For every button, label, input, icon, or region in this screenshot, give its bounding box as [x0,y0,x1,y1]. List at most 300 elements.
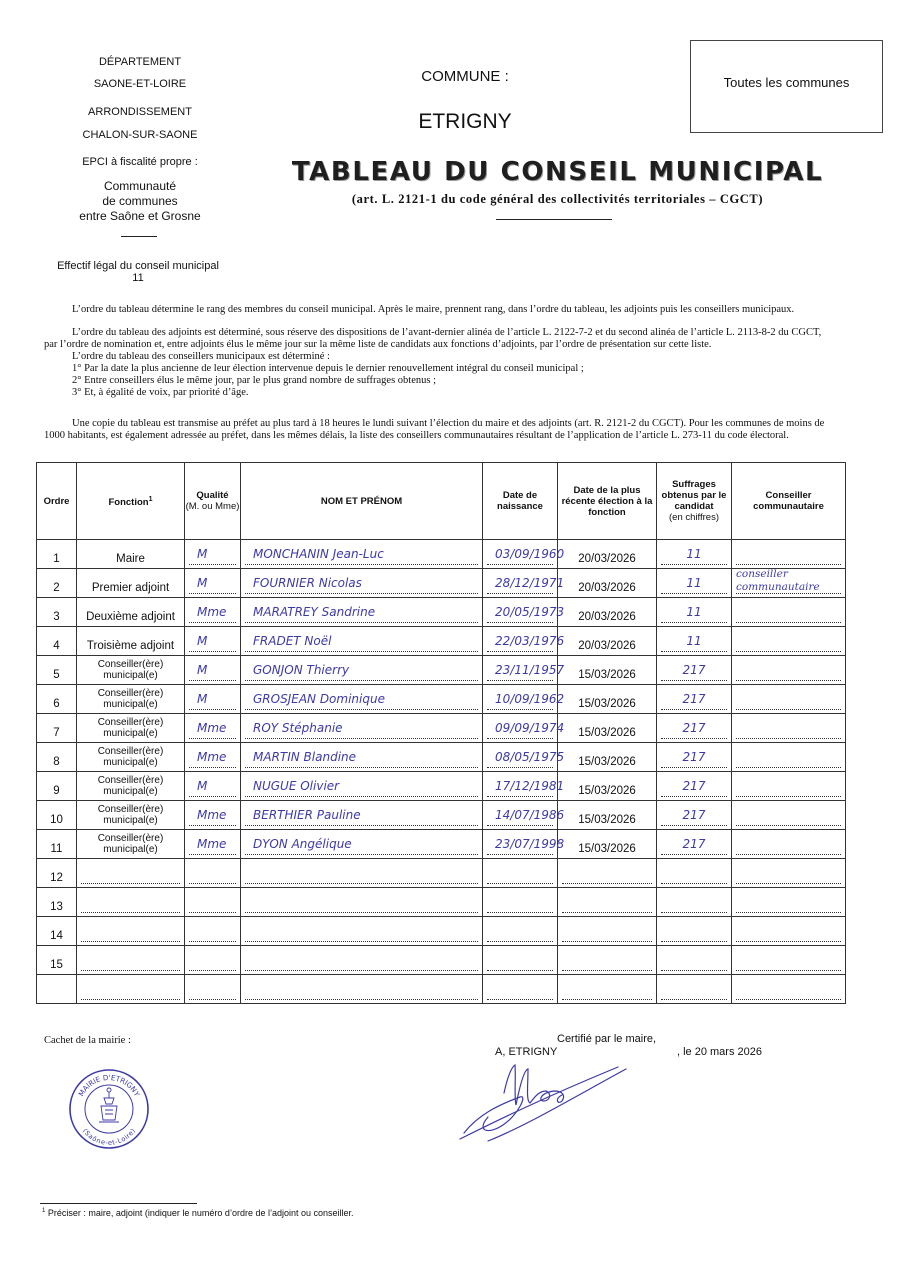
communautaire-cell [732,859,846,888]
table-row [37,743,846,772]
suffrages-cell-dotted-line [661,544,727,565]
footnote-text: Préciser : maire, adjoint (indiquer le numéro d’ordre de l’adjoint ou conseiller. [47,1208,354,1218]
table-row [37,917,846,946]
naissance-cell [483,627,565,656]
election-cell: 20/03/2026 [558,627,657,656]
qualite-cell-dotted-line [189,544,236,565]
suffrages-cell [657,598,732,627]
election-cell: 15/03/2026 [558,685,657,714]
suffrages-cell-dotted-line [661,573,727,594]
commune-label: COMMUNE : [421,68,509,85]
qualite-cell-value: Mme [197,721,227,735]
qualite-cell-value: M [197,576,208,590]
fonction-cell [77,888,185,917]
ordre-cell: 7 [37,714,77,743]
qualite-cell-value: M [197,779,208,793]
suffrages-cell-dotted-line [661,921,727,942]
ordre-cell [37,975,77,1004]
nom-cell [241,743,483,772]
suffrages-cell-dotted-line [661,747,727,768]
ordre-cell: 1 [37,540,77,569]
communautaire-cell [732,830,846,859]
communautaire-cell [732,917,846,946]
epci-line1: Communauté [103,179,177,193]
nom-cell [241,975,483,1004]
nom-cell-dotted-line [245,573,478,594]
table-row [37,801,846,830]
qualite-cell-value: M [197,634,208,648]
naissance-cell-dotted-line [487,544,565,565]
qualite-cell [185,975,241,1004]
fonction-cell: Conseiller(ère) municipal(e) [77,685,185,714]
nom-cell-value: BERTHIER Pauline [253,808,361,822]
nom-cell [241,801,483,830]
nom-cell-dotted-line [245,544,478,565]
nom-cell [241,685,483,714]
ordre-cell: 2 [37,569,77,598]
table-row [37,975,846,1004]
table-row [37,598,846,627]
conseil-table [36,462,846,1004]
suffrages-cell-dotted-line [661,660,727,681]
qualite-cell-dotted-line [189,660,236,681]
footnote-sup: 1 [42,1208,46,1214]
naissance-cell [483,975,558,1004]
table-row [37,569,846,598]
communautaire-cell-dotted-line [736,776,841,797]
qualite-cell-dotted-line [189,573,236,594]
lieu: A, ETRIGNY [495,1046,558,1058]
nom-cell-dotted-line [245,660,478,681]
qualite-cell-value: Mme [197,837,227,851]
nom-cell [241,830,483,859]
table-row [37,859,846,888]
naissance-cell-value: 10/09/1962 [495,692,565,706]
paragraph-7a: Une copie du tableau est transmise au préfet au plus tard à 18 heures le lundi suivant l’élection du maire et des adjoints (art. R. 2121-2 du CGCT). Pour les communes de moins de [72,418,825,429]
suffrages-cell [657,627,732,656]
ordre-cell: 6 [37,685,77,714]
qualite-cell-dotted-line [189,834,236,855]
footnote [42,1208,354,1218]
election-cell: 15/03/2026 [558,714,657,743]
nom-cell [241,569,483,598]
communautaire-cell [732,685,846,714]
communautaire-cell [732,540,846,569]
election-cell: 20/03/2026 [558,598,657,627]
suffrages-cell [657,685,732,714]
qualite-cell-value: Mme [197,808,227,822]
nom-cell-value: MARTIN Blandine [253,750,357,764]
suffrages-cell-value: 217 [682,663,706,677]
table-header-row [37,463,846,540]
election-cell: 20/03/2026 [558,569,657,598]
election-cell: 15/03/2026 [558,801,657,830]
nom-cell [241,917,483,946]
qualite-cell [185,598,241,627]
fonction-cell: Premier adjoint [77,569,185,598]
naissance-cell [483,888,558,917]
communautaire-note-line2: communautaire [736,581,820,593]
communautaire-cell-dotted-line [736,921,841,942]
communautaire-cell-dotted-line [736,892,841,913]
suffrages-cell-value: 217 [682,779,706,793]
ordre-cell: 4 [37,627,77,656]
qualite-cell [185,801,241,830]
fonction-cell: Conseiller(ère) municipal(e) [77,743,185,772]
departement-label: DÉPARTEMENT [98,56,182,68]
page-subtitle: (art. L. 2121-1 du code général des collectivités territoriales – CGCT) [351,192,764,206]
signature-date: , le 20 mars 2026 [677,1046,762,1058]
election-cell [558,975,657,1004]
naissance-cell-dotted-line [487,602,565,623]
table-row [37,627,846,656]
fonction-cell-dotted-line [81,863,180,884]
election-cell: 15/03/2026 [558,743,657,772]
header-naissance: Date de naissance [483,463,558,540]
nom-cell-value: GONJON Thierry [253,663,350,677]
election-cell: 15/03/2026 [558,830,657,859]
suffrages-cell-dotted-line [661,950,727,971]
suffrages-cell [657,830,732,859]
communautaire-cell-dotted-line [736,834,841,855]
suffrages-cell [657,772,732,801]
fonction-cell-dotted-line [81,921,180,942]
nom-cell [241,627,483,656]
naissance-cell [483,743,565,772]
election-cell [558,946,657,975]
election-cell-dotted-line [562,892,652,913]
qualite-cell-value: Mme [197,605,227,619]
suffrages-cell [657,656,732,685]
election-cell-dotted-line [562,950,652,971]
fonction-cell: Troisième adjoint [77,627,185,656]
suffrages-cell-dotted-line [661,602,727,623]
suffrages-cell [657,540,732,569]
naissance-cell-dotted-line [487,805,565,826]
qualite-cell-dotted-line [189,950,236,971]
suffrages-cell-dotted-line [661,805,727,826]
nom-cell-dotted-line [245,718,478,739]
fonction-cell: Conseiller(ère) municipal(e) [77,714,185,743]
nom-cell-value: FRADET Noël [253,634,332,648]
ordre-cell: 10 [37,801,77,830]
communautaire-cell [732,772,846,801]
fonction-cell: Conseiller(ère) municipal(e) [77,656,185,685]
naissance-cell [483,772,565,801]
suffrages-cell [657,743,732,772]
departement-value: SAONE-ET-LOIRE [93,78,187,90]
mairie-seal [68,1068,150,1150]
table-row [37,685,846,714]
mayor-signature [458,1055,633,1145]
suffrages-cell-dotted-line [661,631,727,652]
qualite-cell-value: M [197,692,208,706]
qualite-cell-dotted-line [189,979,236,1000]
communautaire-cell [732,888,846,917]
nom-cell [241,888,483,917]
suffrages-cell-dotted-line [661,718,727,739]
election-cell [558,859,657,888]
naissance-cell [483,946,558,975]
ordre-cell: 5 [37,656,77,685]
suffrages-cell-dotted-line [661,863,727,884]
fonction-cell [77,946,185,975]
fonction-cell: Deuxième adjoint [77,598,185,627]
election-cell [558,917,657,946]
title-divider [496,219,612,220]
communautaire-cell-dotted-line [736,805,841,826]
qualite-cell-value: M [197,663,208,677]
communes-box-text: Toutes les communes [723,75,850,90]
nom-cell [241,540,483,569]
nom-cell [241,859,483,888]
suffrages-cell-value: 217 [682,750,706,764]
qualite-cell-dotted-line [189,631,236,652]
naissance-cell-value: 14/07/1986 [495,808,565,822]
header-nom: NOM ET PRÉNOM [241,463,483,540]
qualite-cell-value: Mme [197,750,227,764]
paragraph-5: 2° Entre conseillers élus le même jour, par le plus grand nombre de suffrages obtenus ; [72,375,436,386]
qualite-cell [185,714,241,743]
election-cell-dotted-line [562,863,652,884]
naissance-cell-dotted-line [487,631,565,652]
qualite-cell-dotted-line [189,805,236,826]
communautaire-cell [732,946,846,975]
suffrages-cell-dotted-line [661,979,727,1000]
suffrages-cell [657,801,732,830]
footnote-divider [40,1203,197,1204]
nom-cell-dotted-line [245,892,478,913]
fonction-cell [77,859,185,888]
epci-line2: de communes [102,194,178,208]
election-cell: 15/03/2026 [558,772,657,801]
suffrages-cell-value: 217 [682,721,706,735]
qualite-cell-dotted-line [189,892,236,913]
communautaire-cell-dotted-line [736,544,841,565]
nom-cell [241,946,483,975]
suffrages-cell-dotted-line [661,892,727,913]
suffrages-cell [657,569,732,598]
naissance-cell-dotted-line [487,979,553,1000]
header-suffrages: Suffrages obtenus par le candidat (en chiffres) [657,463,732,540]
nom-cell-dotted-line [245,747,478,768]
naissance-cell-value: 17/12/1981 [495,779,565,793]
communautaire-cell-dotted-line [736,950,841,971]
suffrages-cell-value: 11 [686,576,702,590]
ordre-cell: 11 [37,830,77,859]
ordre-cell: 13 [37,888,77,917]
qualite-cell [185,772,241,801]
header-election: Date de la plus récente élection à la fonction [558,463,657,540]
communautaire-cell-dotted-line [736,631,841,652]
suffrages-cell [657,975,732,1004]
communautaire-cell [732,743,846,772]
communautaire-cell-dotted-line [736,863,841,884]
suffrages-cell [657,946,732,975]
paragraph-1: L’ordre du tableau détermine le rang des membres du conseil municipal. Après le maire, prennent rang, dans l’ordre du tableau, les adjoints puis les conseillers municipaux. [72,304,795,315]
nom-cell-dotted-line [245,602,478,623]
qualite-cell [185,888,241,917]
communautaire-cell [732,714,846,743]
nom-cell-dotted-line [245,805,478,826]
ordre-cell: 8 [37,743,77,772]
header-ordre: Ordre [37,463,77,540]
qualite-cell [185,743,241,772]
page-title: TABLEAU DU CONSEIL MUNICIPAL [291,157,824,187]
qualite-cell [185,627,241,656]
qualite-cell-value: M [197,547,208,561]
table-row [37,656,846,685]
arrondissement-value: CHALON-SUR-SAONE [82,129,198,141]
qualite-cell-dotted-line [189,747,236,768]
nom-cell-value: NUGUE Olivier [253,779,340,793]
naissance-cell-dotted-line [487,718,565,739]
communautaire-cell-dotted-line [736,602,841,623]
qualite-cell-dotted-line [189,776,236,797]
seal-emblem [99,1088,119,1122]
fonction-cell: Maire [77,540,185,569]
naissance-cell-value: 23/07/1998 [495,837,565,851]
ordre-cell: 9 [37,772,77,801]
naissance-cell-value: 22/03/1976 [495,634,565,648]
communautaire-cell [732,627,846,656]
communautaire-cell [732,975,846,1004]
seal-bottom-text: (Saône-et-Loire) [80,1127,138,1147]
naissance-cell-dotted-line [487,747,565,768]
naissance-cell-dotted-line [487,660,565,681]
naissance-cell-value: 20/05/1973 [495,605,565,619]
naissance-cell [483,859,558,888]
commune-name: ETRIGNY [418,110,512,133]
naissance-cell [483,917,558,946]
election-cell: 15/03/2026 [558,656,657,685]
election-cell: 20/03/2026 [558,540,657,569]
ordre-cell: 3 [37,598,77,627]
suffrages-cell-value: 11 [686,605,702,619]
nom-cell [241,656,483,685]
communautaire-cell-dotted-line [736,718,841,739]
paragraph-4: 1° Par la date la plus ancienne de leur élection intervenue depuis le dernier renouvellement intégral du conseil municipal ; [72,363,584,374]
seal-top-text: MAIRIE D'ETRIGNY [76,1072,142,1098]
naissance-cell [483,569,565,598]
communautaire-cell-dotted-line [736,979,841,1000]
table-row [37,830,846,859]
cachet-label: Cachet de la mairie : [44,1035,131,1046]
naissance-cell-dotted-line [487,689,565,710]
suffrages-cell [657,859,732,888]
paragraph-2a: L’ordre du tableau des adjoints est déterminé, sous réserve des dispositions de l’avant-dernier alinéa de l’article L. 2122-7-2 et du second alinéa de l’article L. 2113-8-2 du CGCT, [72,327,822,338]
nom-cell-value: FOURNIER Nicolas [253,576,362,590]
nom-cell-dotted-line [245,834,478,855]
nom-cell [241,598,483,627]
table-row [37,946,846,975]
nom-cell-value: ROY Stéphanie [253,721,343,735]
qualite-cell [185,946,241,975]
naissance-cell-value: 08/05/1975 [495,750,565,764]
naissance-cell-value: 09/09/1974 [495,721,565,735]
qualite-cell [185,656,241,685]
communautaire-cell-dotted-line [736,747,841,768]
communautaire-cell [732,598,846,627]
suffrages-cell [657,917,732,946]
naissance-cell [483,540,565,569]
qualite-cell [185,859,241,888]
nom-cell [241,772,483,801]
nom-cell-dotted-line [245,921,478,942]
naissance-cell [483,656,565,685]
table-row [37,714,846,743]
naissance-cell [483,685,565,714]
table-row [37,888,846,917]
table-row [37,772,846,801]
paragraph-2b: par l’ordre de nomination et, entre adjoints élus le même jour sur la même liste de candidats aux fonctions d’adjoints, par l’ordre de présentation sur cette liste. [44,339,712,350]
qualite-cell [185,685,241,714]
header-fonction-sup: 1 [148,495,153,503]
qualite-cell [185,569,241,598]
fonction-cell: Conseiller(ère) municipal(e) [77,801,185,830]
naissance-cell-dotted-line [487,950,553,971]
qualite-cell-dotted-line [189,921,236,942]
paragraph-7b: 1000 habitants, est également adressée au préfet, dans les mêmes délais, la liste des conseillers communautaires résultant de l’application de l’article L. 273-11 du code électoral. [44,430,789,441]
qualite-cell-dotted-line [189,689,236,710]
nom-cell-dotted-line [245,979,478,1000]
qualite-cell [185,830,241,859]
naissance-cell [483,801,565,830]
naissance-cell-dotted-line [487,892,553,913]
suffrages-cell-value: 217 [682,837,706,851]
suffrages-cell-value: 217 [682,692,706,706]
fonction-cell [77,975,185,1004]
nom-cell-value: GROSJEAN Dominique [253,692,385,706]
nom-cell-value: MARATREY Sandrine [253,605,376,619]
suffrages-cell-value: 217 [682,808,706,822]
qualite-cell [185,917,241,946]
nom-cell-value: MONCHANIN Jean-Luc [253,547,384,561]
communautaire-cell-dotted-line [736,689,841,710]
fonction-cell-dotted-line [81,950,180,971]
naissance-cell-dotted-line [487,573,565,594]
fonction-cell [77,917,185,946]
nom-cell-dotted-line [245,631,478,652]
suffrages-cell [657,888,732,917]
fonction-cell-dotted-line [81,979,180,1000]
qualite-cell [185,540,241,569]
ordre-cell: 14 [37,917,77,946]
election-cell-dotted-line [562,921,652,942]
nom-cell-dotted-line [245,776,478,797]
suffrages-cell-dotted-line [661,834,727,855]
arrondissement-label: ARRONDISSEMENT [88,106,192,118]
election-cell-dotted-line [562,979,652,1000]
naissance-cell [483,714,565,743]
ordre-cell: 12 [37,859,77,888]
naissance-cell [483,598,565,627]
communautaire-cell-dotted-line [736,660,841,681]
qualite-cell-dotted-line [189,602,236,623]
naissance-cell-value: 23/11/1957 [495,663,565,677]
epci-label: EPCI à fiscalité propre : [82,156,198,168]
fonction-cell: Conseiller(ère) municipal(e) [77,830,185,859]
nom-cell [241,714,483,743]
naissance-cell-value: 28/12/1971 [495,576,565,590]
paragraph-6: 3° Et, à égalité de voix, par priorité d’âge. [72,387,249,398]
naissance-cell-dotted-line [487,834,565,855]
suffrages-cell-value: 11 [686,547,702,561]
naissance-cell-dotted-line [487,921,553,942]
communautaire-cell [732,656,846,685]
communes-box [690,40,883,133]
epci-line3: entre Saône et Grosne [79,209,201,223]
